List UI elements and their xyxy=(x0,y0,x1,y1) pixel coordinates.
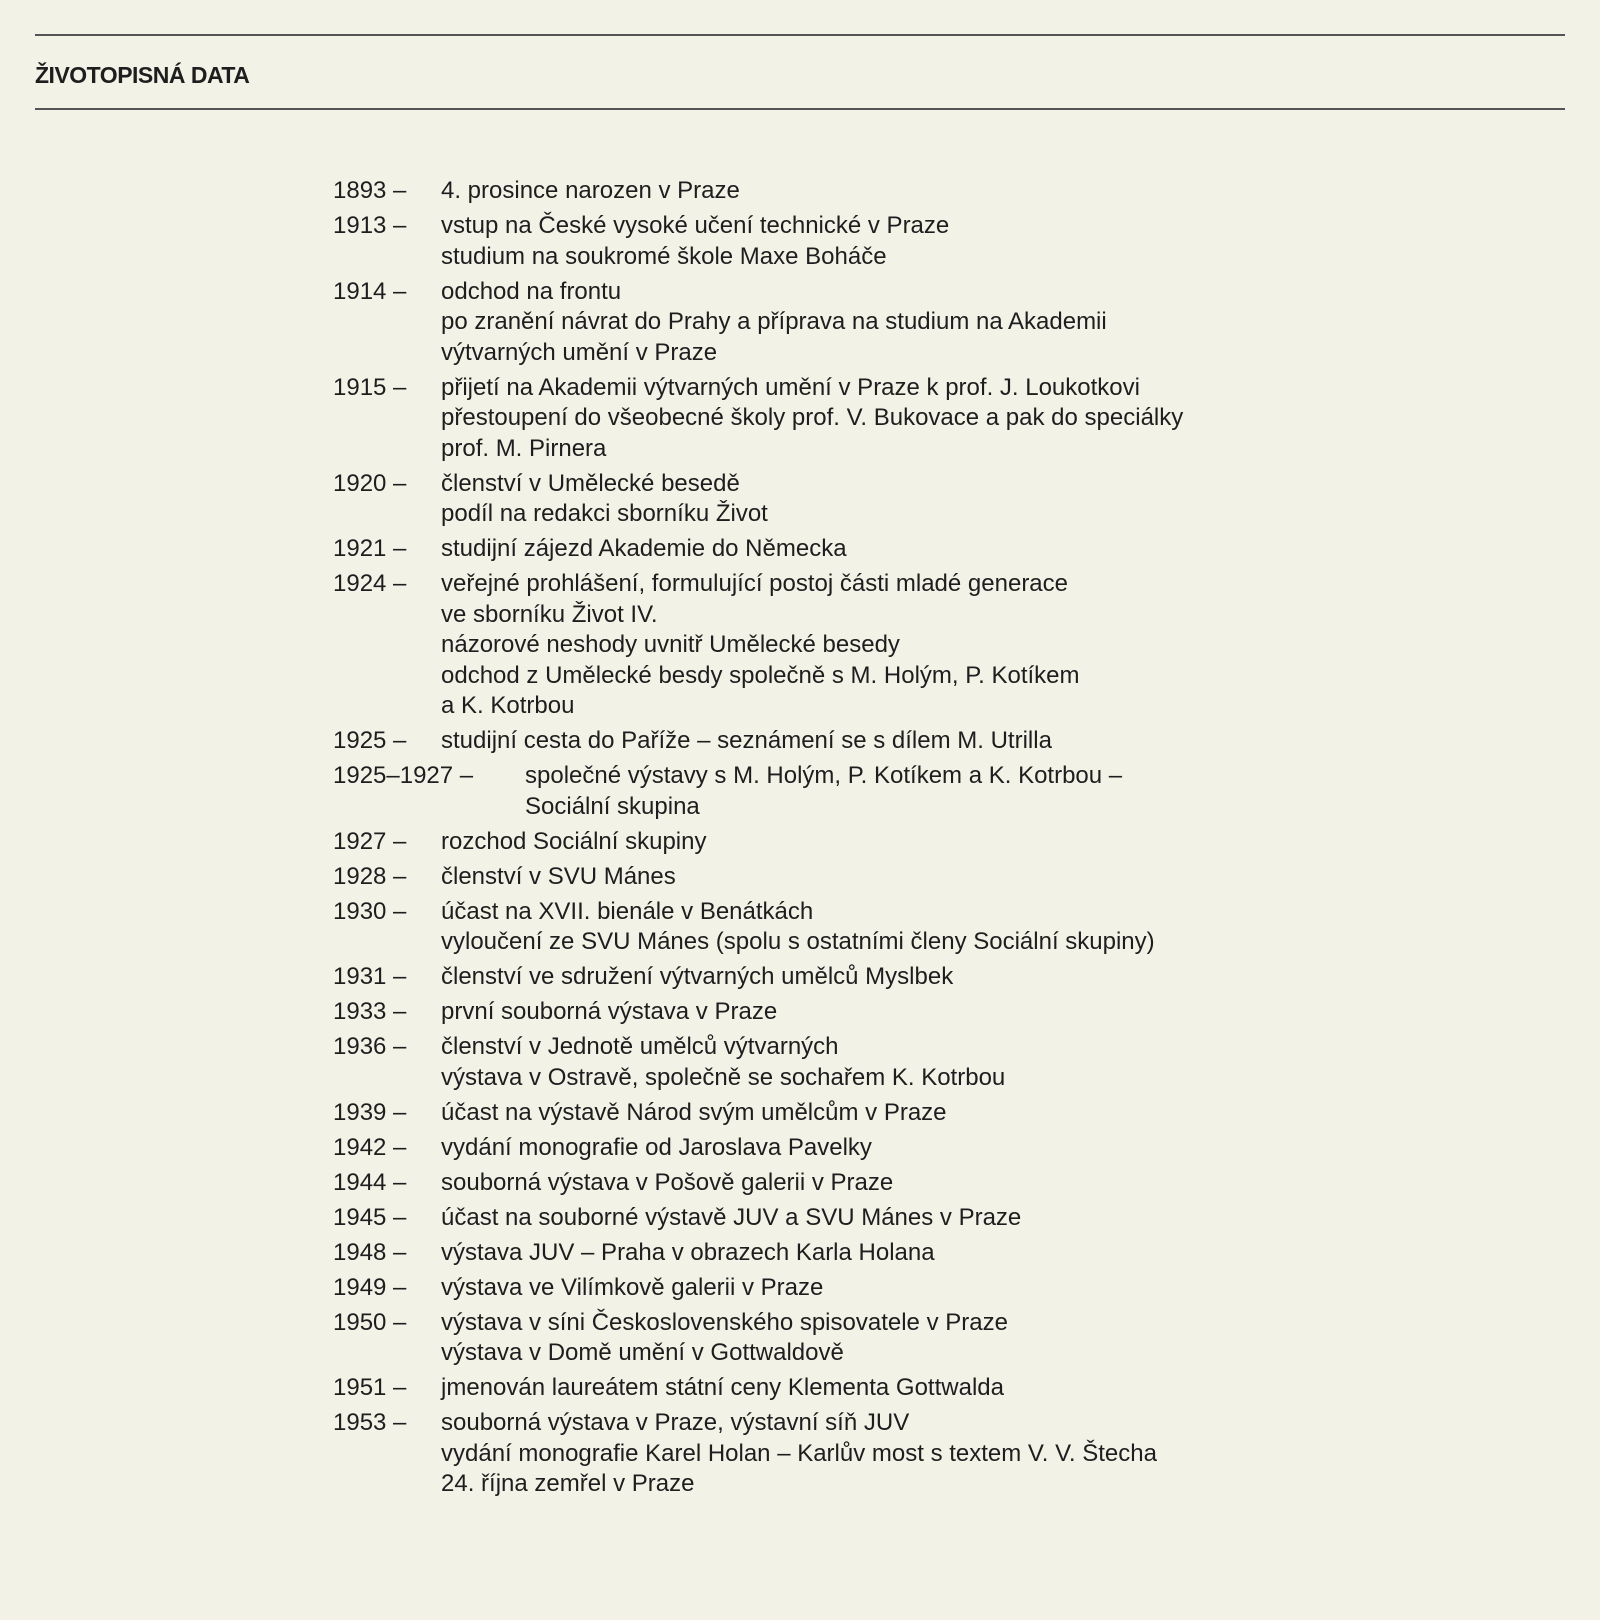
year-label: 1914 xyxy=(333,277,387,305)
year-label: 1950 xyxy=(333,1308,387,1336)
entry-year: 1933 – xyxy=(333,998,420,1025)
entry-line: první souborná výstava v Praze xyxy=(441,998,778,1025)
year-label: 1948 xyxy=(333,1238,387,1266)
entry-line: přestoupení do všeobecné školy prof. V. Bukovace a pak do speciálky xyxy=(441,404,1184,431)
year-label: 1944 xyxy=(333,1168,387,1196)
timeline-list xyxy=(333,176,1413,1504)
title-rule xyxy=(35,108,1565,110)
year-label: 1933 xyxy=(333,998,387,1025)
timeline-entry xyxy=(333,1273,1413,1304)
entry-line: po zranění návrat do Prahy a příprava na studium na Akademii xyxy=(441,308,1107,335)
top-rule xyxy=(35,34,1565,36)
entry-line: společné výstavy s M. Holým, P. Kotíkem a K. Kotrbou – xyxy=(525,762,1123,789)
entry-line: rozchod Sociální skupiny xyxy=(441,827,707,855)
entry-text xyxy=(441,176,740,207)
entry-line: přijetí na Akademii výtvarných umění v Praze k prof. J. Loukotkovi xyxy=(441,373,1140,401)
year-label: 1913 xyxy=(333,212,387,239)
timeline-entry xyxy=(333,827,1413,858)
year-label: 1925 xyxy=(333,727,387,754)
entry-text xyxy=(441,534,847,565)
entry-line: výstava v Ostravě, společně se sochařem K. Kotrbou xyxy=(441,1063,1006,1091)
entry-year: 1924 – xyxy=(333,570,420,597)
entry-line: výstava JUV – Praha v obrazech Karla Holana xyxy=(441,1238,935,1266)
entry-year: 1928 – xyxy=(333,862,420,890)
entry-year: 1948 – xyxy=(333,1238,420,1266)
year-label: 1928 xyxy=(333,862,387,890)
entry-text xyxy=(441,277,1107,369)
entry-text xyxy=(441,1098,947,1129)
timeline-entry xyxy=(333,862,1413,893)
entry-line: 4. prosince narozen v Praze xyxy=(441,177,740,204)
entry-text xyxy=(441,1308,1008,1369)
year-label: 1930 xyxy=(333,897,387,925)
entry-year: 1925–1927 – xyxy=(333,762,487,789)
year-label: 1951 xyxy=(333,1374,387,1401)
entry-text xyxy=(441,726,1052,757)
timeline-entry xyxy=(333,1032,1413,1093)
entry-text xyxy=(441,1032,1005,1093)
year-label: 1942 xyxy=(333,1133,387,1161)
timeline-entry xyxy=(333,277,1413,369)
entry-text xyxy=(441,897,1155,958)
entry-text xyxy=(441,962,953,993)
entry-text xyxy=(441,373,1183,465)
entry-line: 24. října zemřel v Praze xyxy=(441,1470,695,1497)
timeline-entry xyxy=(333,761,1413,822)
timeline-entry xyxy=(333,1203,1413,1234)
timeline-entry xyxy=(333,1168,1413,1199)
entry-line: vstup na České vysoké učení technické v Praze xyxy=(441,212,950,239)
entry-text xyxy=(441,1408,1157,1500)
entry-line: souborná výstava v Pošově galerii v Praze xyxy=(441,1168,894,1196)
year-label: 1915 xyxy=(333,373,387,401)
timeline-entry xyxy=(333,1408,1413,1500)
entry-year: 1915 – xyxy=(333,373,420,401)
entry-year: 1893 – xyxy=(333,177,420,204)
timeline-entry xyxy=(333,569,1413,722)
entry-year: 1945 – xyxy=(333,1203,420,1231)
year-label: 1936 xyxy=(333,1033,387,1060)
entry-line: vydání monografie Karel Holan – Karlův most s textem V. V. Štecha xyxy=(441,1439,1157,1467)
entry-line: vydání monografie od Jaroslava Pavelky xyxy=(441,1133,872,1161)
entry-line: studium na soukromé škole Maxe Boháče xyxy=(441,242,887,270)
entry-line: podíl na redakci sborníku Život xyxy=(441,500,768,527)
entry-text xyxy=(441,1273,823,1304)
year-label: 1953 xyxy=(333,1409,387,1436)
timeline-entry xyxy=(333,1133,1413,1164)
timeline-entry xyxy=(333,1373,1413,1404)
entry-line: účast na XVII. bienále v Benátkách xyxy=(441,897,814,925)
entry-text xyxy=(441,827,706,858)
entry-line: názorové neshody uvnitř Umělecké besedy xyxy=(441,631,900,658)
entry-year: 1914 – xyxy=(333,277,420,305)
entry-year: 1930 – xyxy=(333,897,420,925)
entry-line: členství v SVU Mánes xyxy=(441,862,676,890)
entry-year: 1921 – xyxy=(333,535,420,562)
entry-line: účast na výstavě Národ svým umělcům v Praze xyxy=(441,1098,947,1126)
entry-year: 1913 – xyxy=(333,212,420,239)
entry-line: jmenován laureátem státní ceny Klementa Gottwalda xyxy=(441,1374,1004,1401)
entry-year: 1939 – xyxy=(333,1098,420,1126)
entry-line: odchod na frontu xyxy=(441,277,622,305)
entry-line: členství ve sdružení výtvarných umělců Myslbek xyxy=(441,963,954,990)
entry-text xyxy=(441,1373,1004,1404)
entry-year: 1950 – xyxy=(333,1308,420,1336)
entry-text xyxy=(441,862,676,893)
entry-text xyxy=(441,1168,893,1199)
timeline-entry xyxy=(333,176,1413,207)
year-label: 1920 xyxy=(333,469,387,497)
entry-line: studijní zájezd Akademie do Německa xyxy=(441,535,847,562)
entry-text xyxy=(441,211,949,272)
entry-line: účast na souborné výstavě JUV a SVU Mánes v Praze xyxy=(441,1203,1022,1231)
timeline-entry xyxy=(333,534,1413,565)
timeline-entry xyxy=(333,373,1413,465)
year-label: 1927 xyxy=(333,827,387,855)
entry-text xyxy=(441,1133,872,1164)
timeline-entry xyxy=(333,211,1413,272)
entry-line: členství v Jednotě umělců výtvarných xyxy=(441,1033,839,1060)
entry-line: výstava v Domě umění v Gottwaldově xyxy=(441,1339,844,1366)
timeline-entry xyxy=(333,997,1413,1028)
entry-year: 1953 – xyxy=(333,1409,420,1436)
entry-year: 1951 – xyxy=(333,1374,420,1401)
entry-text xyxy=(525,761,1122,822)
entry-line: veřejné prohlášení, formulující postoj části mladé generace xyxy=(441,570,1068,597)
entry-year: 1920 – xyxy=(333,469,420,497)
timeline-entry xyxy=(333,469,1413,530)
entry-text xyxy=(441,1203,1021,1234)
entry-line: Sociální skupina xyxy=(525,792,700,820)
entry-line: a K. Kotrbou xyxy=(441,692,575,719)
entry-year: 1936 – xyxy=(333,1033,420,1060)
entry-year: 1931 – xyxy=(333,963,420,990)
timeline-entry xyxy=(333,962,1413,993)
entry-year: 1925 – xyxy=(333,727,420,754)
entry-text xyxy=(441,569,1080,722)
timeline-entry xyxy=(333,1308,1413,1369)
year-label: 1893 xyxy=(333,177,387,204)
entry-line: výstava v síni Československého spisovatele v Praze xyxy=(441,1308,1008,1336)
entry-line: vyloučení ze SVU Mánes (spolu s ostatními členy Sociální skupiny) xyxy=(441,928,1155,955)
entry-text xyxy=(441,997,777,1028)
year-label: 1945 xyxy=(333,1203,387,1231)
page-title: ŽIVOTOPISNÁ DATA xyxy=(35,62,250,88)
year-label: 1921 xyxy=(333,535,387,562)
timeline-entry xyxy=(333,897,1413,958)
timeline-entry xyxy=(333,1238,1413,1269)
entry-text xyxy=(441,1238,935,1269)
year-label: 1925–1927 xyxy=(333,762,454,789)
entry-line: prof. M. Pirnera xyxy=(441,434,607,462)
entry-year: 1942 – xyxy=(333,1133,420,1161)
year-label: 1924 xyxy=(333,570,387,597)
entry-line: výstava ve Vilímkově galerii v Praze xyxy=(441,1273,824,1301)
entry-year: 1927 – xyxy=(333,827,420,855)
entry-line: výtvarných umění v Praze xyxy=(441,338,718,366)
timeline-entry xyxy=(333,1098,1413,1129)
entry-year: 1949 – xyxy=(333,1273,420,1301)
entry-line: studijní cesta do Paříže – seznámení se s dílem M. Utrilla xyxy=(441,727,1052,754)
entry-year: 1944 – xyxy=(333,1168,420,1196)
entry-line: členství v Umělecké besedě xyxy=(441,469,740,497)
entry-line: souborná výstava v Praze, výstavní síň JUV xyxy=(441,1409,910,1436)
entry-text xyxy=(441,469,768,530)
timeline-entry xyxy=(333,726,1413,757)
entry-line: ve sborníku Život IV. xyxy=(441,600,658,628)
year-label: 1931 xyxy=(333,963,387,990)
entry-line: odchod z Umělecké besdy společně s M. Holým, P. Kotíkem xyxy=(441,661,1080,689)
year-label: 1939 xyxy=(333,1098,387,1126)
year-label: 1949 xyxy=(333,1273,387,1301)
